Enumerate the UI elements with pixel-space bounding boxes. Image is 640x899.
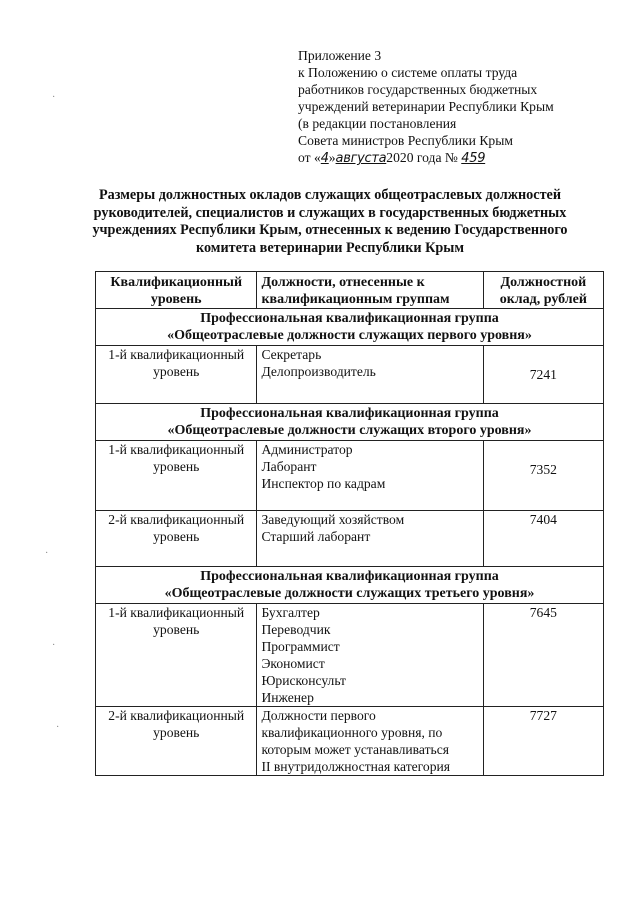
table-row [96,511,604,567]
group-header-row [96,309,604,346]
group-header-row [96,404,604,441]
level-cell: 2-й квалификационный уровень [96,511,257,567]
group-subtitle: «Общеотраслевые должности служащих второго уровня» [167,423,532,438]
resolution-number: 459 [461,151,486,166]
header-line: Совета министров Республики Крым [298,133,513,148]
table-row [96,707,604,776]
positions-cell [257,441,483,511]
position-item: Инженер [261,690,314,705]
column-header-positions: Должности, отнесенные к квалификационным группам [257,272,483,309]
salary-cell: 7352 [483,441,603,511]
positions-cell [257,604,483,707]
salary-cell: 7645 [483,604,603,707]
column-header-salary: Должностной оклад, рублей [483,272,603,309]
position-item: Делопроизводитель [261,364,376,379]
scan-speck: · [52,640,56,651]
date-month: августа [335,151,387,166]
table-row [96,346,604,404]
level-cell: 2-й квалификационный уровень [96,707,257,776]
position-item: квалификационного уровня, по [261,725,443,740]
positions-cell [257,511,483,567]
position-item: Старший лаборант [261,529,371,544]
resolution-date-line [298,149,628,167]
header-line: Приложение 3 [298,48,382,63]
table-row [96,604,604,707]
group-subtitle: «Общеотраслевые должности служащих первого уровня» [167,328,532,343]
group-subtitle: «Общеотраслевые должности служащих третьего уровня» [164,586,535,601]
date-suffix: 2020 года № [386,150,458,165]
position-item: Секретарь [261,347,322,362]
group-header-row [96,567,604,604]
level-cell: 1-й квалификационный уровень [96,346,257,404]
positions-cell [257,346,483,404]
appendix-header [298,47,628,167]
position-item: Заведующий хозяйством [261,512,405,527]
salary-cell: 7727 [483,707,603,776]
position-item: Экономист [261,656,325,671]
date-mid: » [328,150,336,165]
position-item: II внутридолжностная категория [261,759,451,774]
position-item: которым может устанавливаться [261,742,450,757]
group-title: Профессиональная квалификационная группа [200,569,499,584]
scan-speck: · [45,548,49,559]
position-item: Бухгалтер [261,605,320,620]
table-row [96,441,604,511]
header-line: (в редакции постановления [298,116,457,131]
position-item: Инспектор по кадрам [261,476,386,491]
position-item: Должности первого [261,708,376,723]
header-line: к Положению о системе оплаты труда [298,65,518,80]
position-item: Лаборант [261,459,317,474]
position-item: Программист [261,639,340,654]
column-header-level: Квалификационный уровень [96,272,257,309]
group-title: Профессиональная квалификационная группа [200,406,499,421]
position-item: Юрисконсульт [261,673,346,688]
position-item: Администратор [261,442,353,457]
header-line: учреждений ветеринарии Республики Крым [298,99,554,114]
positions-cell [257,707,483,776]
document-title: Размеры должностных окладов служащих общеотраслевых должностей руководителей, специалистов и служащих в государственных бюджетных учреждениях Республики Крым, отнесенных к ведению Государственного комитета ветеринарии Республики Крым [92,187,568,256]
table-header-row [96,272,604,309]
date-day: 4 [320,151,329,166]
position-item: Переводчик [261,622,331,637]
date-prefix: от « [298,150,321,165]
salary-cell: 7404 [483,511,603,567]
scan-speck: · [52,92,56,103]
salary-table [95,271,604,776]
scan-speck: · [56,722,60,733]
group-title: Профессиональная квалификационная группа [200,311,499,326]
level-cell: 1-й квалификационный уровень [96,441,257,511]
salary-cell: 7241 [483,346,603,404]
level-cell: 1-й квалификационный уровень [96,604,257,707]
header-line: работников государственных бюджетных [298,82,538,97]
